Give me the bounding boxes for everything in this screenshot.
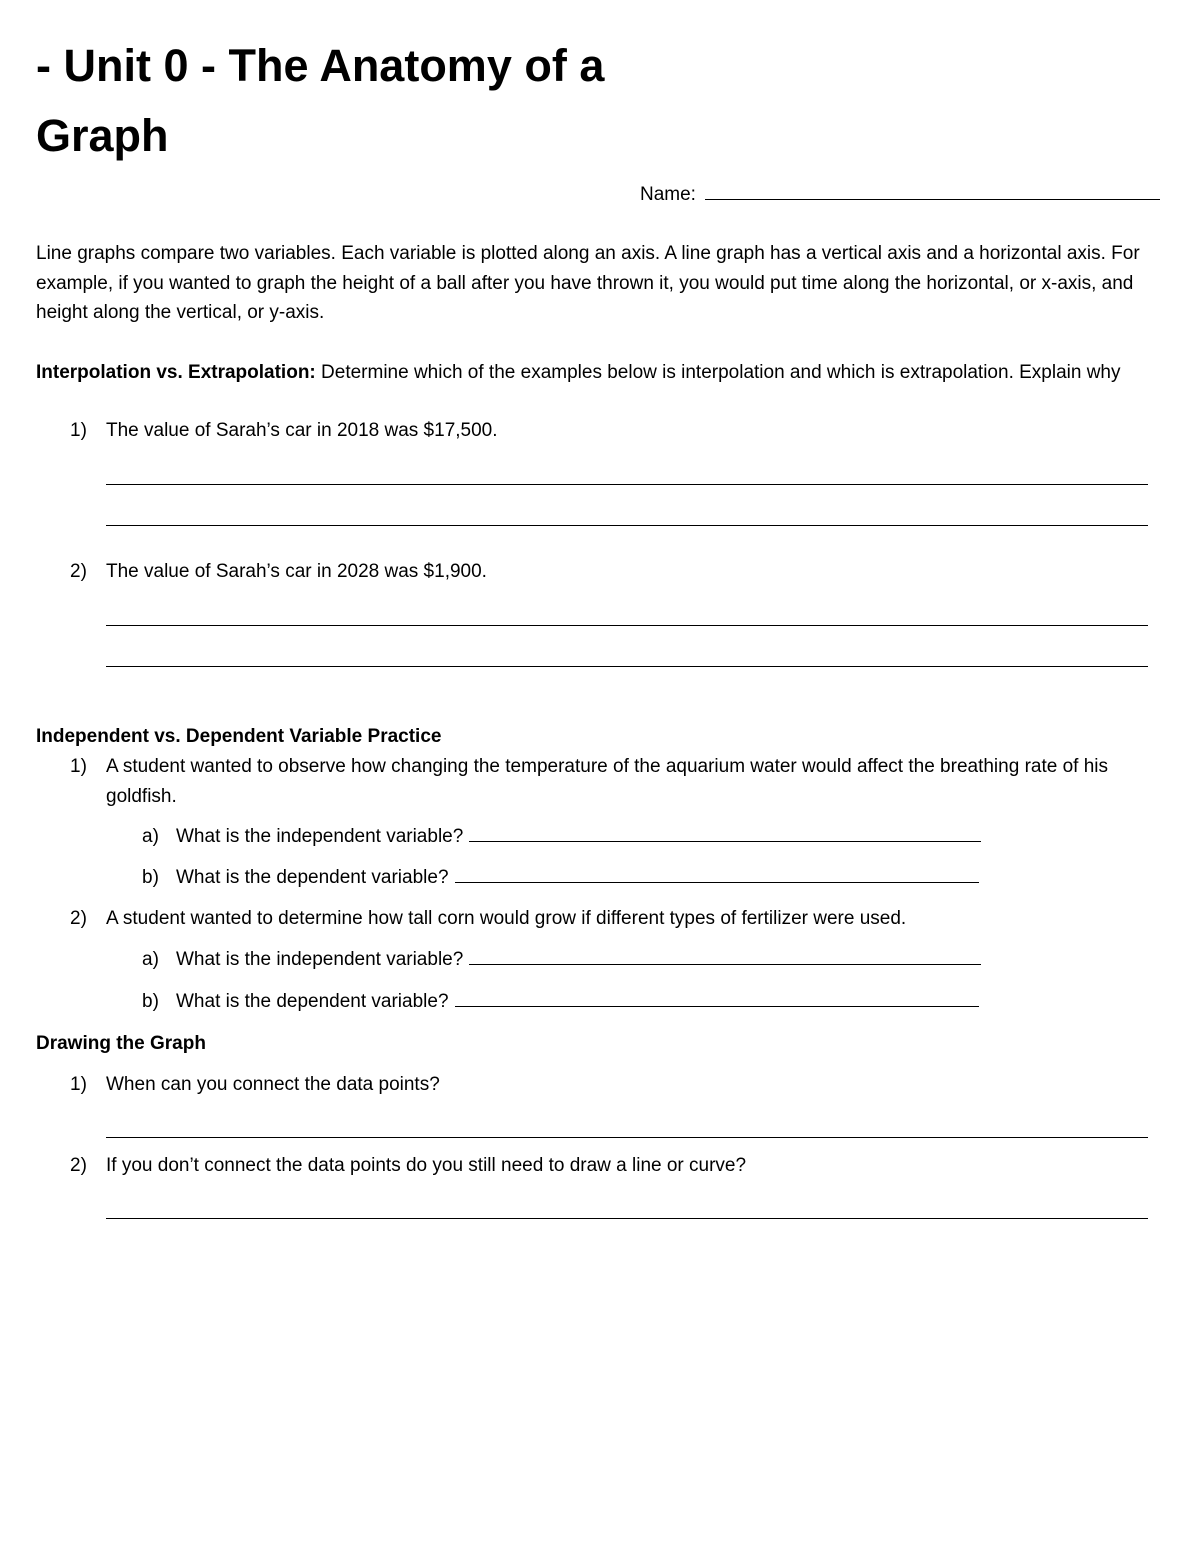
interpolation-instructions: Determine which of the examples below is interpolation and which is extrapolation. Explain why <box>315 362 1121 383</box>
interp-item-1-answer-line-1[interactable] <box>106 484 1148 485</box>
var-item-2-a-letter: a) <box>142 949 159 970</box>
drawing-item-1-text: When can you connect the data points? <box>106 1074 440 1095</box>
name-field-row <box>640 184 1160 206</box>
var-item-2-b-text: What is the dependent variable? <box>176 991 449 1012</box>
var-item-1-a-blank[interactable] <box>469 827 981 842</box>
var-item-2-a-blank[interactable] <box>469 950 981 965</box>
interp-item-1-number: 1) <box>70 420 87 441</box>
drawing-item-2-number: 2) <box>70 1155 87 1176</box>
var-item-1-a-text: What is the independent variable? <box>176 826 464 847</box>
drawing-item-2-text: If you don’t connect the data points do you still need to draw a line or curve? <box>106 1155 747 1176</box>
name-blank-line[interactable] <box>705 185 1160 200</box>
intro-paragraph: Line graphs compare two variables. Each variable is plotted along an axis. A line graph has a vertical axis and a horizontal axis. For example, if you wanted to graph the height of a ball after you have thrown it, you would put time along the horizontal, or x-axis, and height along the vertical, or y-axis. <box>36 243 1140 323</box>
var-item-1-number: 1) <box>70 756 87 777</box>
interp-item-2-text: The value of Sarah’s car in 2028 was $1,900. <box>106 561 487 582</box>
name-label: Name: <box>640 184 702 205</box>
var-item-2-a-row <box>176 949 981 971</box>
page-title-line-1: - Unit 0 - The Anatomy of a <box>36 40 605 91</box>
drawing-heading: Drawing the Graph <box>36 1033 206 1054</box>
var-item-2-number: 2) <box>70 908 87 929</box>
var-item-2-a-text: What is the independent variable? <box>176 949 464 970</box>
drawing-item-1-number: 1) <box>70 1074 87 1095</box>
var-item-2-text: A student wanted to determine how tall corn would grow if different types of fertilizer were used. <box>106 908 907 929</box>
var-item-1-b-blank[interactable] <box>455 868 979 883</box>
var-item-1-a-row <box>176 826 981 848</box>
var-item-2-b-row <box>176 991 979 1013</box>
var-item-1-b-row <box>176 867 979 889</box>
var-item-2-b-letter: b) <box>142 991 159 1012</box>
var-item-1-a-letter: a) <box>142 826 159 847</box>
interpolation-section-intro <box>36 362 1166 384</box>
interp-item-2-answer-line-2[interactable] <box>106 666 1148 667</box>
drawing-item-1-answer-line[interactable] <box>106 1137 1148 1138</box>
drawing-item-2-answer-line[interactable] <box>106 1218 1148 1219</box>
var-item-1-text: A student wanted to observe how changing the temperature of the aquarium water would affect the breathing rate of his goldfish. <box>106 756 1108 807</box>
interp-item-1-text: The value of Sarah’s car in 2018 was $17,500. <box>106 420 498 441</box>
variables-heading: Independent vs. Dependent Variable Practice <box>36 726 442 747</box>
var-item-2-b-blank[interactable] <box>455 992 979 1007</box>
page-title-line-2: Graph <box>36 110 169 161</box>
interpolation-heading: Interpolation vs. Extrapolation: <box>36 362 316 383</box>
var-item-1-b-text: What is the dependent variable? <box>176 867 449 888</box>
interp-item-2-number: 2) <box>70 561 87 582</box>
interp-item-2-answer-line-1[interactable] <box>106 625 1148 626</box>
var-item-1-b-letter: b) <box>142 867 159 888</box>
interp-item-1-answer-line-2[interactable] <box>106 525 1148 526</box>
